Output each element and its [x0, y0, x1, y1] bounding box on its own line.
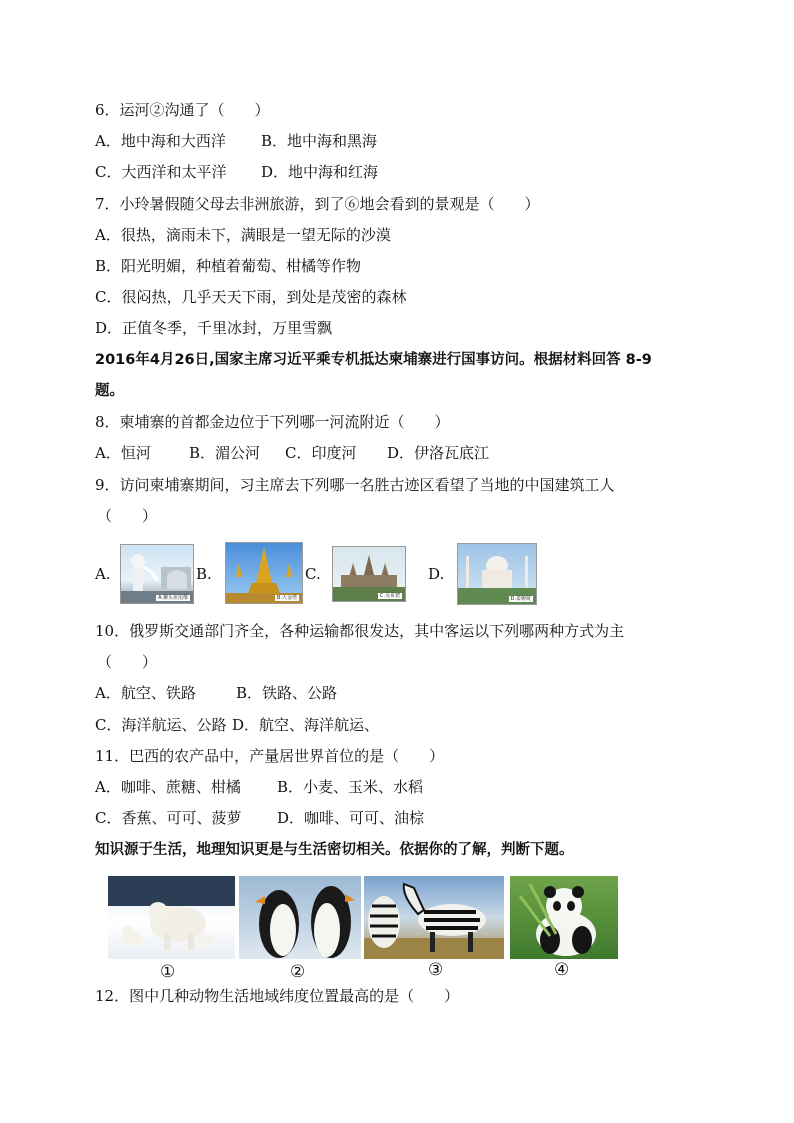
pagoda-illustration — [226, 543, 302, 603]
q12-stem: 12．图中几种动物生活地域纬度位置最高的是（ ） — [95, 987, 460, 1005]
q10-paren: （ ） — [97, 653, 158, 671]
q11-options-row2 — [95, 808, 424, 828]
q10-option-b: B．铁路、公路 — [236, 684, 338, 702]
zebras-illustration — [364, 876, 504, 959]
animal-image-penguins — [239, 876, 361, 959]
q10-options-row1 — [95, 683, 337, 703]
q6-option-a: A．地中海和大西洋 — [95, 132, 226, 150]
q9-caption-c: C.吴哥窟 — [379, 593, 400, 599]
q10-option-c: C．海洋航运、公路 — [95, 716, 227, 734]
q8-option-b: B．湄公河 — [189, 444, 261, 462]
q8-option-a: A．恒河 — [95, 444, 151, 462]
q9-image-golden-pagoda — [225, 542, 303, 604]
q11-option-c: C．香蕉、可可、菠萝 — [95, 809, 242, 827]
animal-label-1: ① — [160, 962, 176, 982]
q7-option-b: B．阳光明媚，种植着葡萄、柑橘等作物 — [95, 257, 362, 275]
q6-options-row2 — [95, 162, 378, 182]
q6-option-d: D．地中海和红海 — [261, 163, 379, 181]
q10-stem: 10．俄罗斯交通部门齐全，各种运输都很发达，其中客运以下列哪两种方式为主 — [95, 622, 625, 640]
q7-stem: 7．小玲暑假随父母去非洲旅游，到了⑥地会看到的景观是（ ） — [95, 195, 540, 213]
q8-option-d: D．伊洛瓦底江 — [387, 444, 490, 462]
q7-option-c: C．很闷热，几乎天天下雨，到处是茂密的森林 — [95, 288, 407, 306]
q11-option-a: A．咖啡、蔗糖、柑橘 — [95, 778, 241, 796]
q6-option-b: B．地中海和黑海 — [261, 132, 378, 150]
q10-options-row2 — [95, 715, 379, 735]
animal-image-panda — [510, 876, 618, 959]
q7-option-d: D．正值冬季，千里冰封，万里雪飘 — [95, 319, 333, 337]
panda-illustration — [510, 876, 618, 959]
q8-stem: 8．柬埔寨的首都金边位于下列哪一河流附近（ ） — [95, 413, 450, 431]
q8-option-c: C．印度河 — [285, 444, 357, 462]
q6-option-c: C．大西洋和太平洋 — [95, 163, 227, 181]
q7-option-a: A．很热，滴雨未下，满眼是一望无际的沙漠 — [95, 226, 391, 244]
q9-stem: 9．访问柬埔寨期间，习主席去下列哪一名胜古迹区看望了当地的中国建筑工人 — [95, 476, 615, 494]
q9-paren: （ ） — [97, 507, 158, 525]
q9-caption-a: A.狮头鱼尾像 — [158, 595, 188, 601]
animal-image-zebras — [364, 876, 504, 959]
material-cambodia-line1: 2016年4月26日,国家主席习近平乘专机抵达柬埔寨进行国事访问。根据材料回答 8-9 — [95, 352, 652, 368]
animal-label-3: ③ — [428, 960, 444, 980]
q11-stem: 11．巴西的农产品中，产量居世界首位的是（ ） — [95, 747, 445, 765]
q9-image-angkor-wat — [332, 546, 406, 602]
q10-option-d: D．航空、海洋航运、 — [232, 716, 380, 734]
animal-image-polar-bear — [108, 876, 235, 959]
q9-label-d: D. — [428, 565, 445, 583]
q9-label-c: C. — [305, 565, 321, 583]
material-cambodia-line2: 题。 — [95, 383, 124, 399]
q9-label-a: A. — [95, 565, 111, 583]
q11-options-row1 — [95, 777, 423, 797]
animal-label-2: ② — [290, 962, 306, 982]
q8-options — [95, 443, 489, 463]
penguins-illustration — [239, 876, 361, 959]
material-animals: 知识源于生活，地理知识更是与生活密切相关。依据你的了解，判断下题。 — [95, 842, 574, 858]
taj-mahal-illustration — [458, 544, 536, 604]
q9-caption-d: D.泰姬陵 — [510, 596, 531, 602]
q9-image-taj-mahal — [457, 543, 537, 605]
q11-option-d: D．咖啡、可可、油棕 — [277, 809, 425, 827]
q9-caption-b: B.大金塔 — [276, 595, 297, 601]
q10-option-a: A．航空、铁路 — [95, 684, 196, 702]
q11-option-b: B．小麦、玉米、水稻 — [277, 778, 424, 796]
q9-image-merlion — [120, 544, 194, 604]
q6-stem: 6．运河②沟通了（ ） — [95, 101, 270, 119]
q6-options-row1 — [95, 131, 377, 151]
polar-bear-illustration — [108, 876, 235, 959]
animal-label-4: ④ — [554, 960, 570, 980]
q9-label-b: B. — [196, 565, 212, 583]
